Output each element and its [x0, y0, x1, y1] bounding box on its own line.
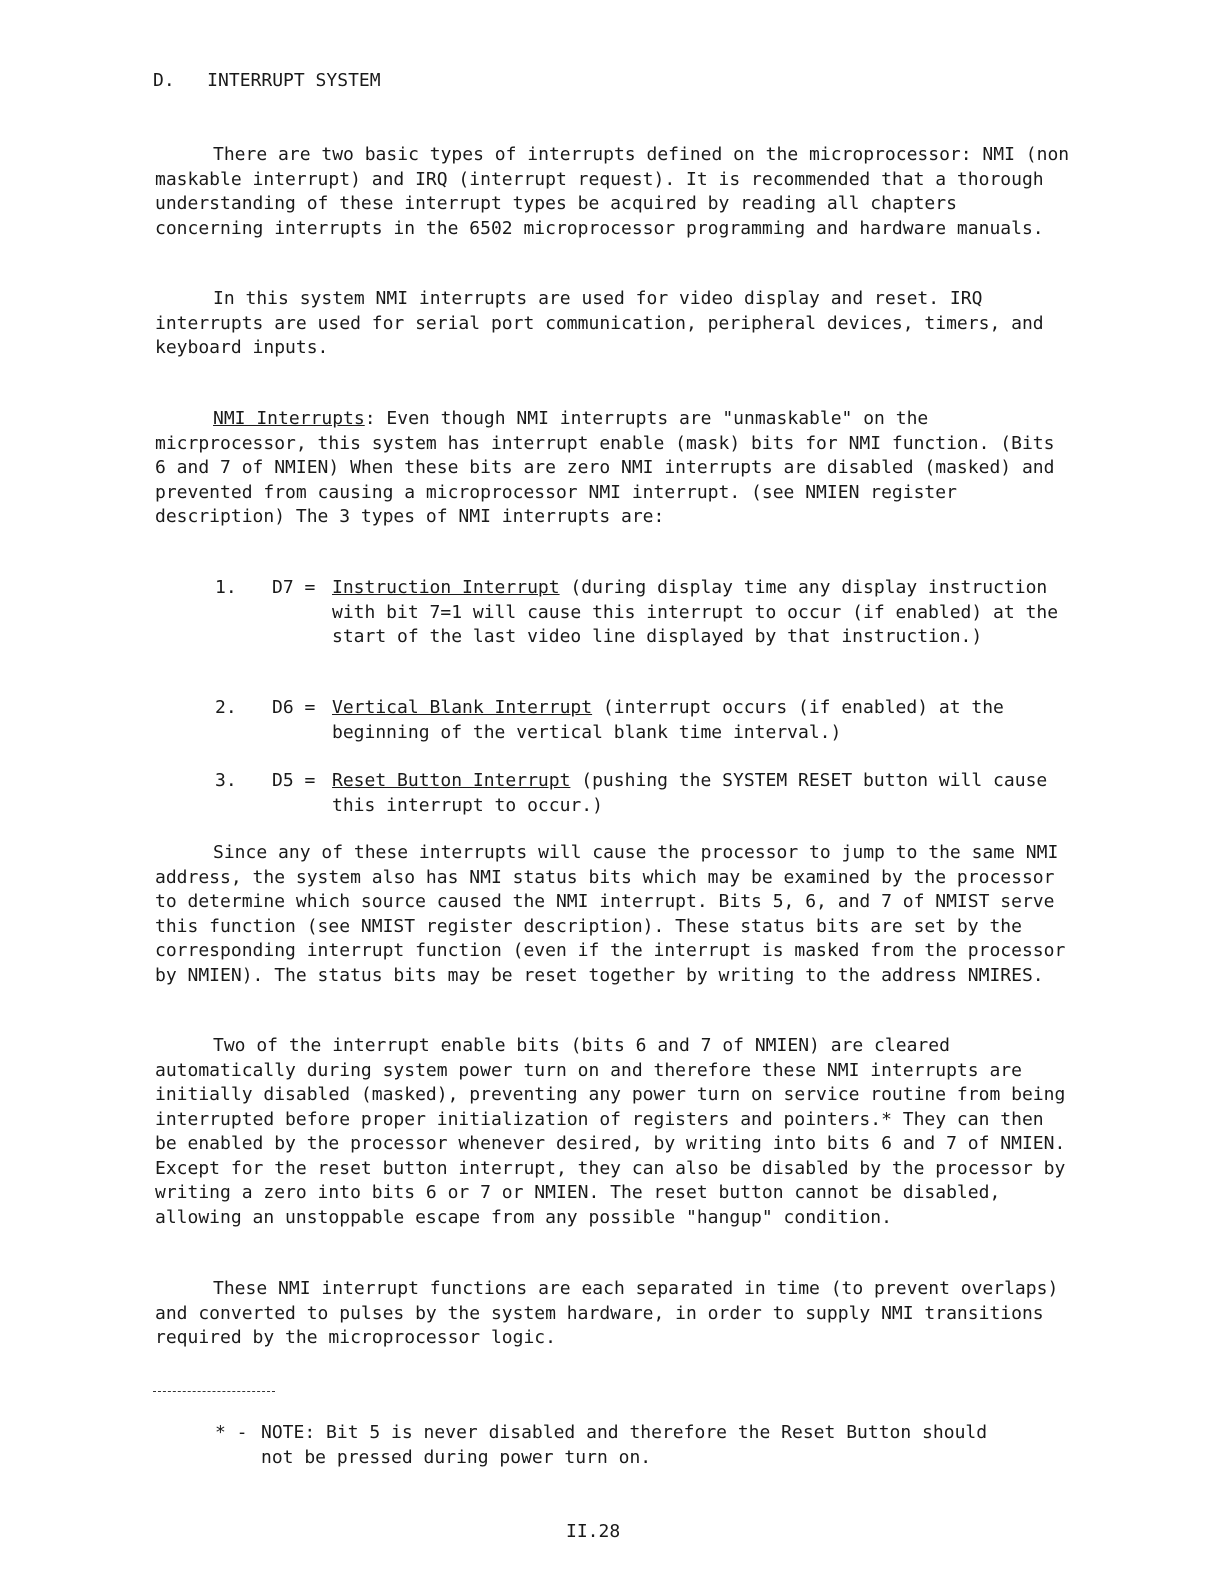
- paragraph-pulse-conversion: These NMI interrupt functions are each separated in time (to prevent overlaps) and converted to pulses by the system hardware, in order to supply NMI transitions required by the microprocessor logic.: [155, 1278, 1059, 1348]
- paragraph-system-usage: In this system NMI interrupts are used for video display and reset. IRQ interrupts are used for serial port communication, peripheral devices, timers, and keyboard inputs.: [155, 288, 1044, 358]
- list-item-number: 1.: [215, 577, 237, 598]
- footnote-marker: * -: [215, 1422, 248, 1443]
- list-item-text: [332, 696, 1072, 745]
- paragraph-enable-bits: Two of the interrupt enable bits (bits 6 and 7 of NMIEN) are cleared automatically during system power turn on and therefore these NMI interrupts are initially disabled (masked), preventing any power turn on service routine from being interrupted before proper initialization of registers and pointers.* They can then be enabled by the processor whenever desired, by writing into bits 6 and 7 of NMIEN. Except for the reset button interrupt, they can also be disabled by the processor by writing a zero into bits 6 or 7 or NMIEN. The reset button cannot be disabled, allowing an unstoppable escape from any possible "hangup" condition.: [155, 1035, 1066, 1228]
- list-item-vertical-blank-interrupt: [215, 696, 1095, 745]
- nmi-interrupts-title: NMI Interrupts: [213, 408, 365, 429]
- paragraph-nmi-interrupts: [155, 407, 1075, 530]
- list-item-text: [332, 576, 1072, 650]
- list-item-title: Vertical Blank Interrupt: [332, 697, 593, 718]
- footnote: [215, 1421, 1001, 1470]
- list-item-reset-button-interrupt: [215, 769, 1095, 818]
- list-item-number: 3.: [215, 770, 237, 791]
- paragraph-nmi-status: Since any of these interrupts will cause the processor to jump to the same NMI address, the system also has NMI status bits which may be examined by the processor to determine which source caused the NMI interrupt. Bits 5, 6, and 7 of NMIST serve this function (see NMIST register description). These status bits are set by the corresponding interrupt function (even if the interrupt is masked from the processor by NMIEN). The status bits may be reset together by writing to the address NMIRES.: [155, 842, 1066, 986]
- list-item-description: (during display time any display instruction with bit 7=1 will cause this interrupt to occur (if enabled) at the start of the last video line displayed by that instruction.): [332, 577, 1059, 647]
- list-item-title: Instruction Interrupt: [332, 577, 560, 598]
- list-item-instruction-interrupt: [215, 576, 1095, 650]
- list-item-description: (interrupt occurs (if enabled) at the beginning of the vertical blank time interval.): [332, 697, 1004, 743]
- page-number: II.28: [566, 1521, 621, 1542]
- list-item-bit: D6 =: [272, 697, 316, 718]
- list-item-bit: D7 =: [272, 577, 316, 598]
- list-item-text: [332, 769, 1072, 818]
- paragraph-interrupt-types: There are two basic types of interrupts defined on the microprocessor: NMI (non maskable interrupt) and IRQ (interrupt request). It is recommended that a thorough understanding of these interrupt types be acquired by reading all chapters concerning interrupts in the 6502 microprocessor programming and hardware manuals.: [155, 144, 1070, 239]
- footnote-text: NOTE: Bit 5 is never disabled and therefore the Reset Button should not be pressed during power turn on.: [261, 1422, 988, 1468]
- nmi-interrupts-body: : Even though NMI interrupts are "unmaskable" on the micrprocessor, this system has interrupt enable (mask) bits for NMI function. (Bits 6 and 7 of NMIEN) When these bits are zero NMI interrupts are disabled (masked) and prevented from causing a microprocessor NMI interrupt. (see NMIEN register description) The 3 types of NMI interrupts are:: [155, 408, 1055, 527]
- list-item-number: 2.: [215, 697, 237, 718]
- list-item-title: Reset Button Interrupt: [332, 770, 571, 791]
- footnote-divider: [153, 1391, 275, 1392]
- section-heading: D. INTERRUPT SYSTEM: [153, 70, 381, 91]
- list-item-bit: D5 =: [272, 770, 316, 791]
- list-item-description: (pushing the SYSTEM RESET button will cause this interrupt to occur.): [332, 770, 1048, 816]
